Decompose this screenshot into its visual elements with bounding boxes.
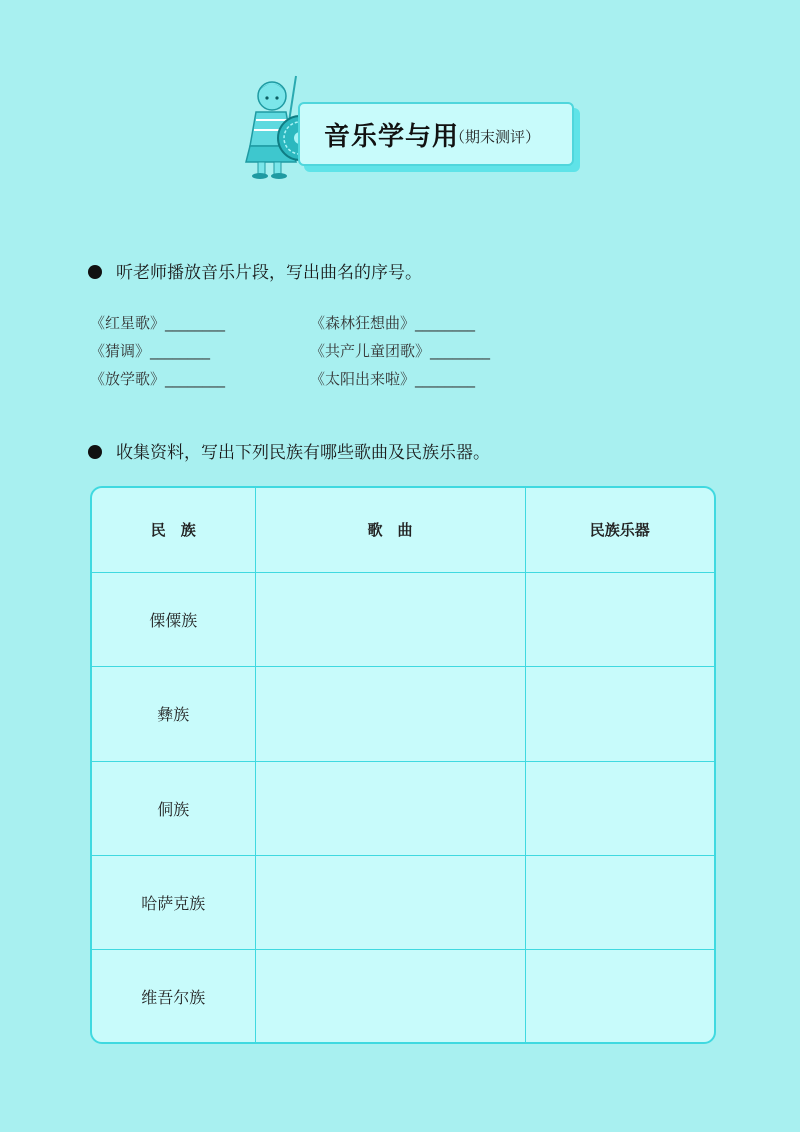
question-1: [88, 258, 422, 283]
song-item: 《共产儿童团歌》________: [310, 342, 491, 360]
songs-answer-cell[interactable]: [255, 950, 525, 1042]
ethnic-group-cell: 维吾尔族: [92, 950, 255, 1042]
question-1-text: 听老师播放音乐片段，写出曲名的序号。: [116, 263, 422, 283]
song-item: 《森林狂想曲》________: [310, 314, 476, 332]
table-row: [92, 950, 714, 1042]
instruments-answer-cell[interactable]: [525, 667, 714, 761]
page-title: 音乐学与用: [324, 122, 460, 152]
instruments-answer-cell[interactable]: [525, 572, 714, 666]
song-item: 《猜调》________: [90, 342, 211, 360]
ethnic-music-table: [90, 486, 716, 1044]
column-header-ethnic-group: 民 族: [92, 488, 255, 572]
songs-answer-cell[interactable]: [255, 572, 525, 666]
songs-answer-cell[interactable]: [255, 667, 525, 761]
column-header-songs: 歌 曲: [255, 488, 525, 572]
instruments-answer-cell[interactable]: [525, 950, 714, 1042]
page-subtitle: （期末测评）: [450, 128, 541, 146]
songs-answer-cell[interactable]: [255, 761, 525, 855]
question-2-text: 收集资料，写出下列民族有哪些歌曲及民族乐器。: [116, 443, 490, 463]
instruments-answer-cell[interactable]: [525, 761, 714, 855]
song-item: 《放学歌》________: [90, 370, 226, 388]
song-item: 《太阳出来啦》________: [310, 370, 476, 388]
bullet-icon: [88, 265, 102, 279]
bullet-icon: [88, 445, 102, 459]
ethnic-group-cell: 侗族: [92, 761, 255, 855]
title-box: [298, 102, 574, 166]
table-row: [92, 667, 714, 761]
table-row: [92, 761, 714, 855]
ethnic-group-cell: 傈僳族: [92, 572, 255, 666]
table-row: [92, 572, 714, 666]
column-header-instruments: 民族乐器: [525, 488, 714, 572]
ethnic-group-cell: 哈萨克族: [92, 855, 255, 949]
table-row: [92, 855, 714, 949]
ethnic-group-cell: 彝族: [92, 667, 255, 761]
songs-answer-cell[interactable]: [255, 855, 525, 949]
instruments-answer-cell[interactable]: [525, 855, 714, 949]
question-2: [88, 438, 490, 463]
page-header: [230, 72, 590, 182]
song-item: 《红星歌》________: [90, 314, 226, 332]
table-header-row: [92, 488, 714, 572]
